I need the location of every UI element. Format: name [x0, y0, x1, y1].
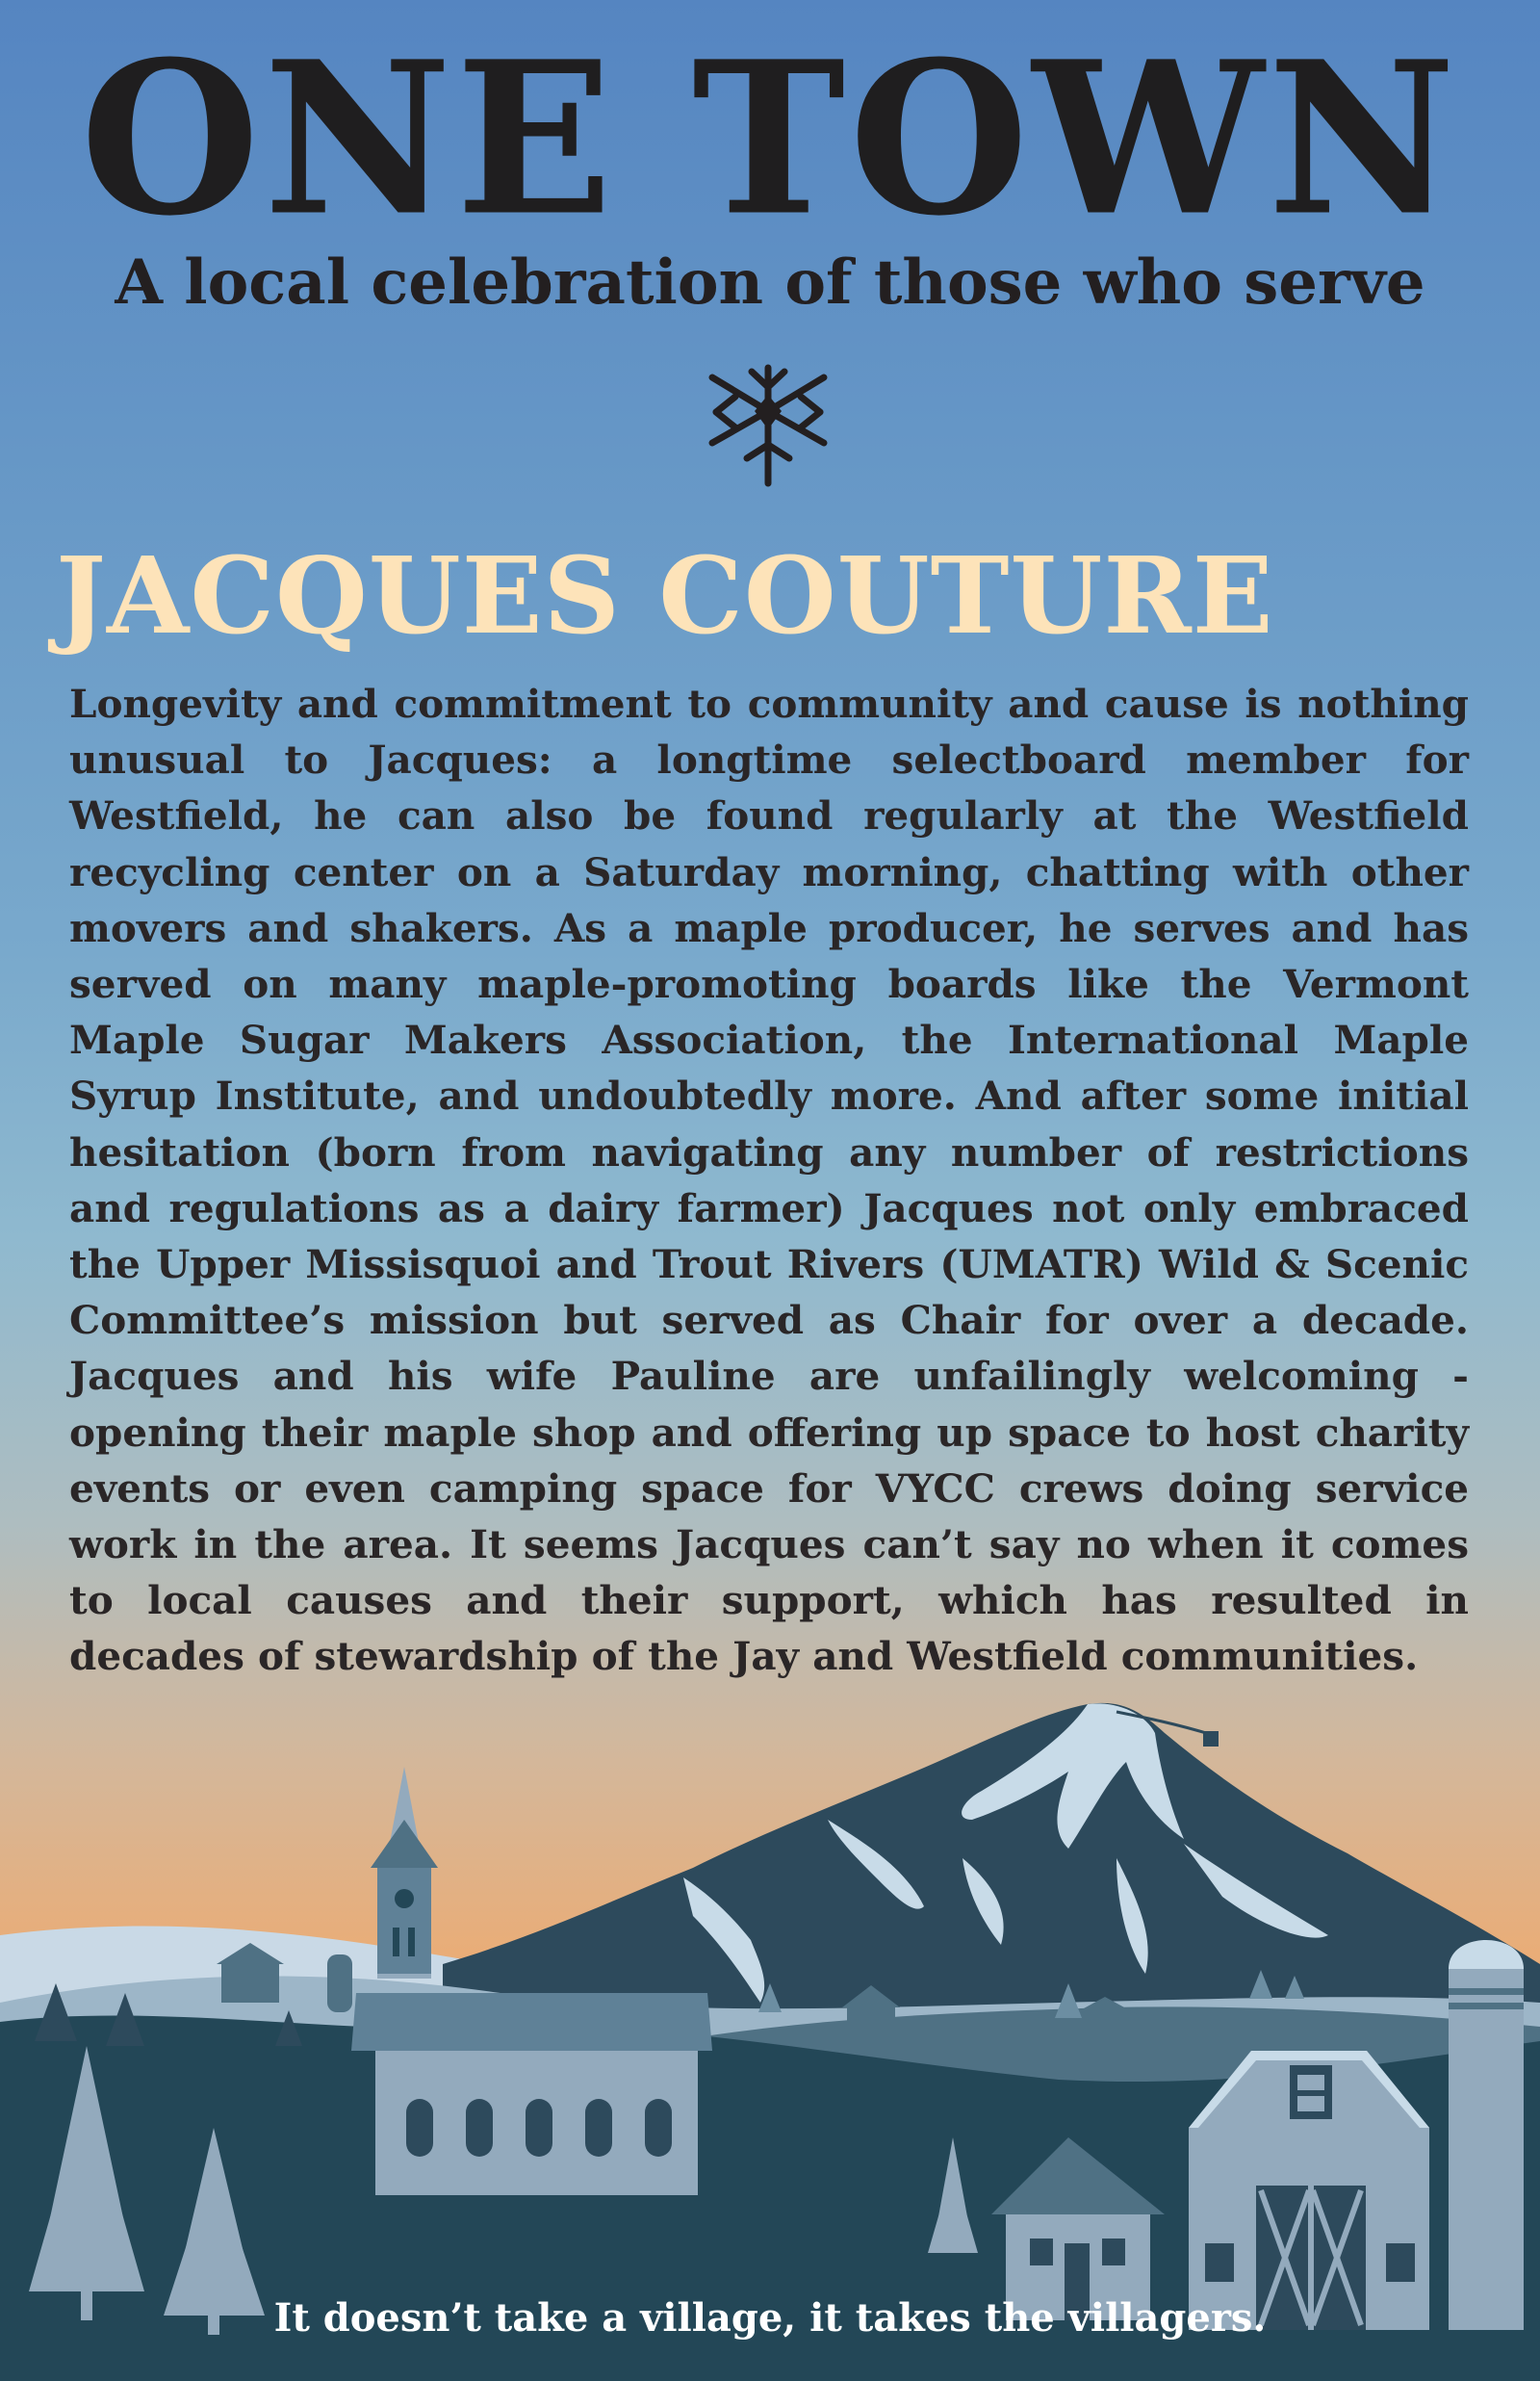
village-landscape-illustration [0, 1675, 1540, 2381]
snowflake-emblem-icon [699, 358, 837, 487]
honoree-name: JACQUES COUTURE [56, 533, 1274, 658]
honoree-bio: Longevity and commitment to community and cause is nothing unusual to Jacques: a longtime selectboard member for Westfield, he can also be found regularly at the Westfield recycling center on a Saturday morning, chatting with other movers and shakers. As a maple producer, he serves and has served on many maple-promoting boards like the Vermont Maple Sugar Makers Association, the International Maple Syrup Institute, and undoubtedly more. And after some initial hesitation (born from navigating any number of restrictions and regulations as a dairy farmer) Jacques not only embraced the Upper Missisquoi and Trout Rivers (UMATR) Wild & Scenic Committee’s mission but served as Chair for over a decade. Jacques and his wife Pauline are unfailingly welcoming - opening their maple shop and offering up space to host charity events or even camping space for VYCC crews doing service work in the area. It seems Jacques can’t say no when it comes to local causes and their support, which has resulted in decades of stewardship of the Jay and Westfield communities. [69, 681, 1469, 1680]
barn [1189, 2051, 1429, 2330]
poster-subtitle: A local celebration of those who serve [115, 246, 1425, 319]
poster-title: ONE TOWN [80, 15, 1460, 263]
silo [1449, 1940, 1524, 2330]
ski-lift-cabin [1203, 1731, 1219, 1747]
poster-tagline: It doesn’t take a village, it takes the villagers. [273, 2295, 1267, 2341]
